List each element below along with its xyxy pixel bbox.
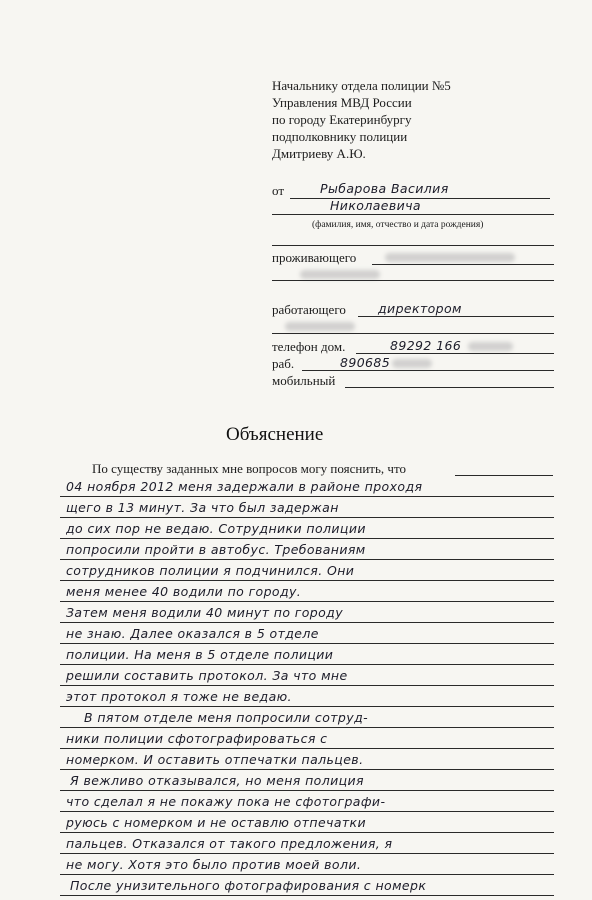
handwritten-line: сотрудников полиции я подчинился. Они bbox=[66, 563, 355, 578]
ruled-line bbox=[60, 622, 554, 623]
ruled-line bbox=[60, 601, 554, 602]
handwritten-line: Я вежливо отказывался, но меня полиция bbox=[70, 773, 364, 788]
handwritten-line: меня менее 40 водили по городу. bbox=[66, 584, 302, 599]
from-value-line1: Рыбарова Василия bbox=[320, 181, 449, 196]
addressee-line: Управления МВД России bbox=[272, 95, 412, 110]
handwritten-line: попросили пройти в автобус. Требованиям bbox=[66, 542, 366, 557]
ruled-line bbox=[60, 664, 554, 665]
from-line-2 bbox=[272, 214, 554, 215]
handwritten-line: не могу. Хотя это было против моей воли. bbox=[66, 857, 362, 872]
from-hint: (фамилия, имя, отчество и дата рождения) bbox=[312, 220, 484, 230]
ruled-line bbox=[60, 895, 554, 896]
ruled-line bbox=[60, 685, 554, 686]
from-value-line2: Николаевича bbox=[330, 198, 421, 213]
handwritten-line: решили составить протокол. За что мне bbox=[66, 668, 348, 683]
handwritten-line: 04 ноября 2012 меня задержали в районе проходя bbox=[66, 479, 423, 494]
phone-mobile-line bbox=[345, 387, 554, 388]
ruled-line bbox=[60, 832, 554, 833]
working-value: директором bbox=[378, 301, 462, 316]
ruled-line bbox=[60, 853, 554, 854]
redaction-mark bbox=[285, 322, 355, 331]
redaction-mark bbox=[385, 253, 515, 262]
addressee-line: Начальнику отдела полиции №5 bbox=[272, 78, 451, 93]
ruled-line bbox=[60, 580, 554, 581]
handwritten-line: этот протокол я тоже не ведаю. bbox=[66, 689, 292, 704]
ruled-line bbox=[60, 559, 554, 560]
handwritten-line: до сих пор не ведаю. Сотрудники полиции bbox=[66, 521, 366, 536]
redaction-mark bbox=[300, 270, 380, 279]
residing-line bbox=[372, 264, 554, 265]
handwritten-line: не знаю. Далее оказался в 5 отделе bbox=[66, 626, 319, 641]
ruled-line bbox=[60, 811, 554, 812]
ruled-line bbox=[60, 517, 554, 518]
ruled-line bbox=[60, 727, 554, 728]
ruled-line bbox=[60, 706, 554, 707]
phone-work-label: раб. bbox=[272, 356, 295, 371]
handwritten-line: В пятом отделе меня попросили сотруд- bbox=[84, 710, 369, 725]
ruled-line bbox=[60, 748, 554, 749]
phone-home-label: телефон дом. bbox=[272, 339, 346, 354]
handwritten-line: номерком. И оставить отпечатки пальцев. bbox=[66, 752, 364, 767]
ruled-line bbox=[60, 769, 554, 770]
ruled-line bbox=[60, 874, 554, 875]
handwritten-line: что сделал я не покажу пока не сфотографи- bbox=[66, 794, 386, 809]
phone-home-value: 89292 166 bbox=[390, 338, 462, 353]
ruled-line bbox=[60, 790, 554, 791]
phone-work-value: 890685 bbox=[340, 355, 391, 370]
redaction-mark bbox=[468, 342, 513, 351]
handwritten-line: Затем меня водили 40 минут по городу bbox=[66, 605, 343, 620]
redaction-mark bbox=[392, 359, 432, 368]
document-title: Объяснение bbox=[226, 424, 324, 445]
handwritten-line: После унизительного фотографирования с номерк bbox=[70, 878, 427, 893]
ruled-line bbox=[60, 496, 554, 497]
addressee-line: по городу Екатеринбургу bbox=[272, 112, 412, 127]
working-label: работающего bbox=[272, 302, 346, 317]
from-label: от bbox=[272, 183, 285, 198]
intro-line bbox=[455, 475, 553, 476]
addressee-line: Дмитриеву А.Ю. bbox=[272, 146, 366, 161]
ruled-line bbox=[60, 643, 554, 644]
phone-mobile-label: мобильный bbox=[272, 373, 336, 388]
residing-label: проживающего bbox=[272, 250, 357, 265]
handwritten-line: руюсь с номерком и не оставлю отпечатки bbox=[66, 815, 367, 830]
handwritten-line: пальцев. Отказался от такого предложения, я bbox=[66, 836, 393, 851]
handwritten-line: полиции. На меня в 5 отделе полиции bbox=[66, 647, 334, 662]
handwritten-line: щего в 13 минут. За что был задержан bbox=[66, 500, 339, 515]
handwritten-line: ники полиции сфотографироваться с bbox=[66, 731, 328, 746]
residing-line-2 bbox=[272, 280, 554, 281]
ruled-line bbox=[60, 538, 554, 539]
intro-text: По существу заданных мне вопросов могу пояснить, что bbox=[92, 461, 406, 476]
addressee-line: подполковнику полиции bbox=[272, 129, 408, 144]
blank-line bbox=[272, 245, 554, 246]
working-line-2 bbox=[272, 333, 554, 334]
